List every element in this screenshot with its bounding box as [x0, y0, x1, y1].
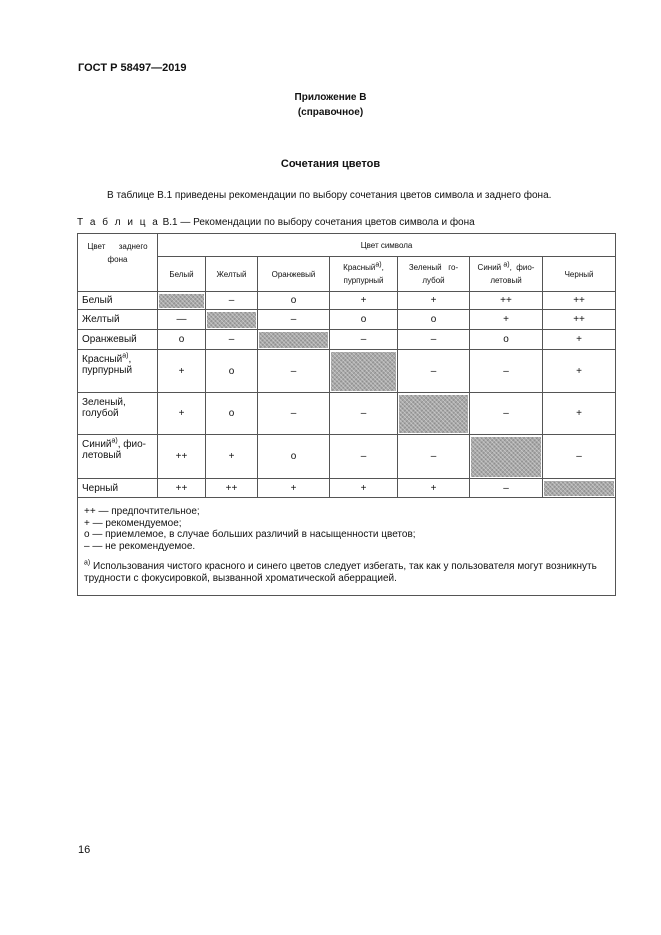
- col-header-red-comma: ,: [381, 263, 384, 272]
- table-cell: –: [330, 393, 398, 435]
- col-header-yellow: Желтый: [206, 257, 258, 292]
- caption-text: В.1 — Рекомендации по выбору сочетания цветов символа и фона: [162, 217, 475, 228]
- col-header-blue-text: лубой: [422, 276, 445, 285]
- diagonal-cell: [543, 479, 616, 498]
- row-label-blue-text: Синий: [82, 439, 112, 450]
- table-cell: о: [158, 330, 206, 350]
- legend-acceptable: о — приемлемое, в случае больших различий в насыщенности цветов;: [84, 529, 416, 540]
- legend-not-recommended: – — не рекомендуемое.: [84, 540, 196, 552]
- corner-header-line2: фона: [107, 255, 128, 264]
- color-combination-table: [77, 233, 616, 596]
- table-cell: ++: [158, 479, 206, 498]
- table-cell: о: [330, 310, 398, 330]
- table-cell: –: [470, 479, 543, 498]
- standard-number: ГОСТ Р 58497—2019: [78, 62, 187, 74]
- diagonal-cell: [398, 393, 470, 435]
- footnote-mark: а): [375, 261, 382, 269]
- table-cell: –: [330, 435, 398, 479]
- page-number: 16: [78, 844, 91, 856]
- table-cell: –: [330, 330, 398, 350]
- table-cell: –: [470, 393, 543, 435]
- table-cell: ++: [543, 310, 616, 330]
- intro-paragraph: В таблице В.1 приведены рекомендации по выбору сочетания цветов символа и заднего фона.: [107, 190, 552, 201]
- row-label-white: Белый: [78, 292, 158, 310]
- table-row: [78, 292, 616, 310]
- table-cell: +: [398, 479, 470, 498]
- corner-header-line1: Цвет заднего: [87, 242, 148, 251]
- col-header-blue: [470, 257, 543, 292]
- col-header-orange: Оранжевый: [258, 257, 330, 292]
- appendix-subtitle: (справочное): [297, 107, 364, 118]
- col-header-green-text: Зеленый го-: [408, 263, 459, 272]
- table-cell: –: [470, 350, 543, 393]
- row-label-blue: [78, 435, 158, 479]
- footnote-mark: а): [503, 261, 510, 269]
- table-row: [78, 350, 616, 393]
- table-cell: +: [543, 393, 616, 435]
- appendix-title: Приложение В: [294, 92, 367, 103]
- table-cell: +: [158, 350, 206, 393]
- row-label-green-text: Зеленый,: [82, 397, 126, 408]
- row-label-red-text: Красный: [82, 354, 123, 365]
- caption-prefix: Т а б л и ц а: [77, 217, 160, 228]
- table-cell: о: [206, 393, 258, 435]
- footnote-mark: а): [122, 352, 129, 360]
- shaded-cell: [207, 312, 256, 328]
- table-row: [78, 330, 616, 350]
- legend-row: [78, 498, 616, 596]
- shaded-cell: [471, 437, 541, 477]
- row-label-black: Черный: [78, 479, 158, 498]
- row-label-violet-text: летовый: [82, 450, 122, 461]
- footnote-text: Использования чистого красного и синего цветов следует избегать, так как у пользователя могут возникнуть трудности с фокусировкой, вызванной хроматической аберрацией.: [84, 561, 597, 584]
- table-cell: +: [470, 310, 543, 330]
- table-cell: —: [158, 310, 206, 330]
- table-cell: –: [258, 393, 330, 435]
- table-cell: –: [398, 330, 470, 350]
- col-header-black: Черный: [543, 257, 616, 292]
- table-footnote: [84, 561, 609, 584]
- table-cell: ++: [206, 479, 258, 498]
- table-cell: о: [206, 350, 258, 393]
- table-cell: +: [398, 292, 470, 310]
- diagonal-cell: [206, 310, 258, 330]
- diagonal-cell: [258, 330, 330, 350]
- table-cell: –: [398, 350, 470, 393]
- col-header-red-text: Красный: [343, 263, 376, 272]
- col-header-blue-b: , фио-: [509, 263, 535, 272]
- table-cell: –: [398, 435, 470, 479]
- table-cell: +: [543, 350, 616, 393]
- shaded-cell: [331, 352, 396, 391]
- table-cell: +: [543, 330, 616, 350]
- col-header-violet-text: летовый: [490, 276, 522, 285]
- col-header-purple-text: пурпурный: [343, 276, 384, 285]
- diagonal-cell: [158, 292, 206, 310]
- table-cell: ++: [543, 292, 616, 310]
- row-label-yellow: Желтый: [78, 310, 158, 330]
- shaded-cell: [159, 294, 204, 308]
- footnote-mark: а): [111, 437, 118, 445]
- table-caption: [77, 217, 475, 228]
- table-cell: –: [206, 292, 258, 310]
- table-cell: –: [543, 435, 616, 479]
- table-legend: [78, 498, 616, 596]
- row-label-red-comma: ,: [128, 354, 132, 365]
- legend-recommended: + — рекомендуемое;: [84, 517, 182, 529]
- row-label-green: [78, 393, 158, 435]
- col-header-red: [330, 257, 398, 292]
- shaded-cell: [544, 481, 614, 496]
- table-cell: о: [470, 330, 543, 350]
- shaded-cell: [399, 395, 468, 433]
- table-cell: о: [258, 435, 330, 479]
- table-cell: +: [330, 479, 398, 498]
- col-header-blue-a: Синий: [477, 263, 504, 272]
- table-cell: о: [258, 292, 330, 310]
- row-label-lightblue-text: голубой: [82, 408, 119, 419]
- table-cell: +: [158, 393, 206, 435]
- table-cell: +: [206, 435, 258, 479]
- col-header-green: [398, 257, 470, 292]
- section-title: Сочетания цветов: [280, 158, 381, 170]
- shaded-cell: [259, 332, 328, 348]
- table-row: [78, 393, 616, 435]
- table-row: [78, 435, 616, 479]
- table-cell: –: [258, 350, 330, 393]
- table-cell: +: [330, 292, 398, 310]
- corner-header: [78, 234, 158, 292]
- table-cell: –: [258, 310, 330, 330]
- table-cell: –: [206, 330, 258, 350]
- footnote-mark: а): [84, 559, 91, 567]
- legend-preferred: ++ — предпочтительное;: [84, 506, 200, 517]
- row-label-purple-text: пурпурный: [82, 365, 133, 376]
- table-cell: о: [398, 310, 470, 330]
- table-row: [78, 479, 616, 498]
- row-label-blue-rest: , фио-: [117, 439, 147, 450]
- table-row: [78, 310, 616, 330]
- table-cell: ++: [158, 435, 206, 479]
- table-cell: ++: [470, 292, 543, 310]
- table-cell: +: [258, 479, 330, 498]
- diagonal-cell: [330, 350, 398, 393]
- col-header-white: Белый: [158, 257, 206, 292]
- symbol-color-group-header: Цвет символа: [158, 234, 616, 257]
- row-label-orange: Оранжевый: [78, 330, 158, 350]
- row-label-red: [78, 350, 158, 393]
- diagonal-cell: [470, 435, 543, 479]
